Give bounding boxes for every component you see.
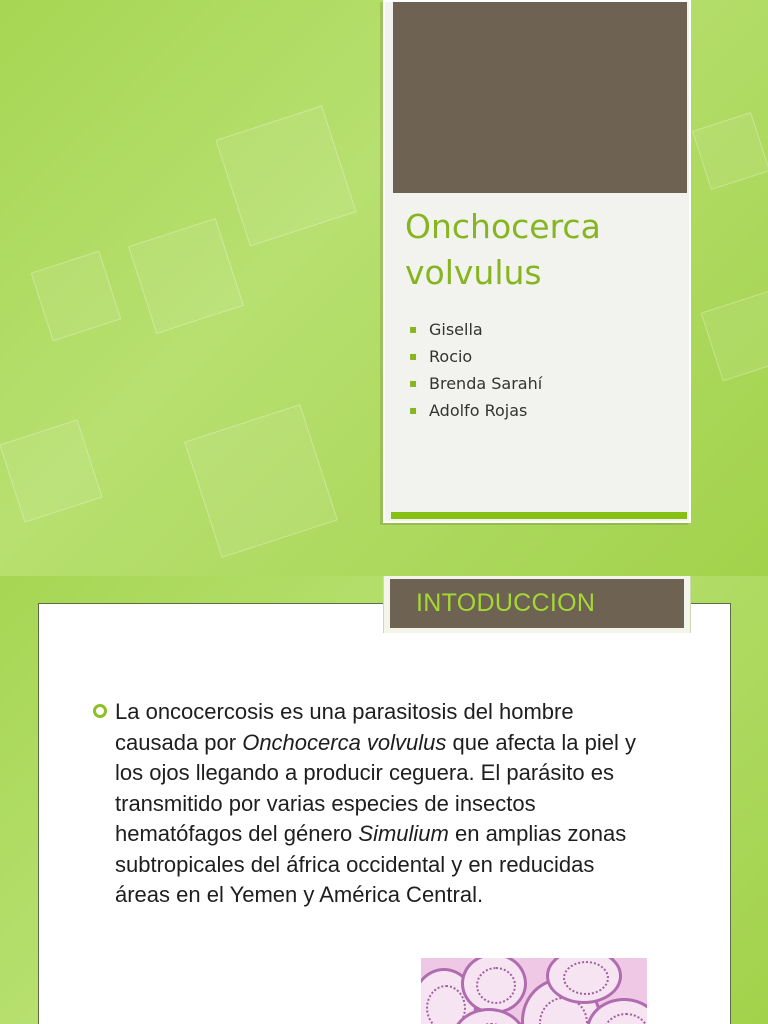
author-item bbox=[409, 370, 542, 397]
slide-title bbox=[405, 204, 680, 296]
accent-bar bbox=[391, 512, 687, 519]
intro-paragraph bbox=[115, 697, 655, 911]
decorative-square bbox=[184, 404, 338, 558]
author-list bbox=[409, 316, 542, 424]
section-title: INTODUCCION bbox=[416, 589, 596, 617]
square-bullet-icon: ▪ bbox=[409, 322, 418, 336]
author-name: Brenda Sarahí bbox=[429, 374, 543, 393]
para-text: en amplias zonas subtropicales del áfrica occidental y en reducidas áreas en el Yemen y América Central. bbox=[115, 821, 627, 907]
section-header bbox=[383, 576, 691, 633]
square-bullet-icon: ▪ bbox=[409, 403, 418, 417]
author-name: Gisella bbox=[429, 320, 483, 339]
title-card bbox=[383, 0, 691, 523]
decorative-square bbox=[692, 112, 768, 190]
genus-name: Simulium bbox=[358, 821, 449, 846]
intro-slide bbox=[0, 576, 768, 1024]
micrograph-image bbox=[421, 958, 647, 1024]
section-header-inner bbox=[390, 579, 684, 628]
decorative-square bbox=[701, 291, 768, 382]
para-text: La oncocercosis es una parasitosis del hombre causada por bbox=[115, 699, 574, 755]
ring-bullet-icon bbox=[93, 704, 107, 718]
decorative-square bbox=[0, 419, 103, 522]
title-line-2: volvulus bbox=[405, 253, 542, 292]
decorative-square bbox=[128, 218, 244, 334]
micrograph-cell bbox=[461, 958, 527, 1014]
author-item bbox=[409, 397, 542, 424]
author-name: Adolfo Rojas bbox=[429, 401, 528, 420]
decorative-square bbox=[215, 105, 356, 246]
para-text: que afecta la piel y los ojos llegando a producir ceguera. El parásito es transmitido por varias especies de insectos hematófagos del género bbox=[115, 729, 636, 846]
title-photo-placeholder bbox=[393, 2, 687, 193]
square-bullet-icon: ▪ bbox=[409, 376, 418, 390]
author-name: Rocio bbox=[429, 347, 473, 366]
author-item bbox=[409, 316, 542, 343]
species-name: Onchocerca volvulus bbox=[242, 729, 447, 755]
author-item bbox=[409, 343, 542, 370]
content-card bbox=[38, 603, 731, 1024]
square-bullet-icon: ▪ bbox=[409, 349, 418, 363]
decorative-square bbox=[31, 251, 122, 342]
title-line-1: Onchocerca bbox=[405, 207, 601, 246]
